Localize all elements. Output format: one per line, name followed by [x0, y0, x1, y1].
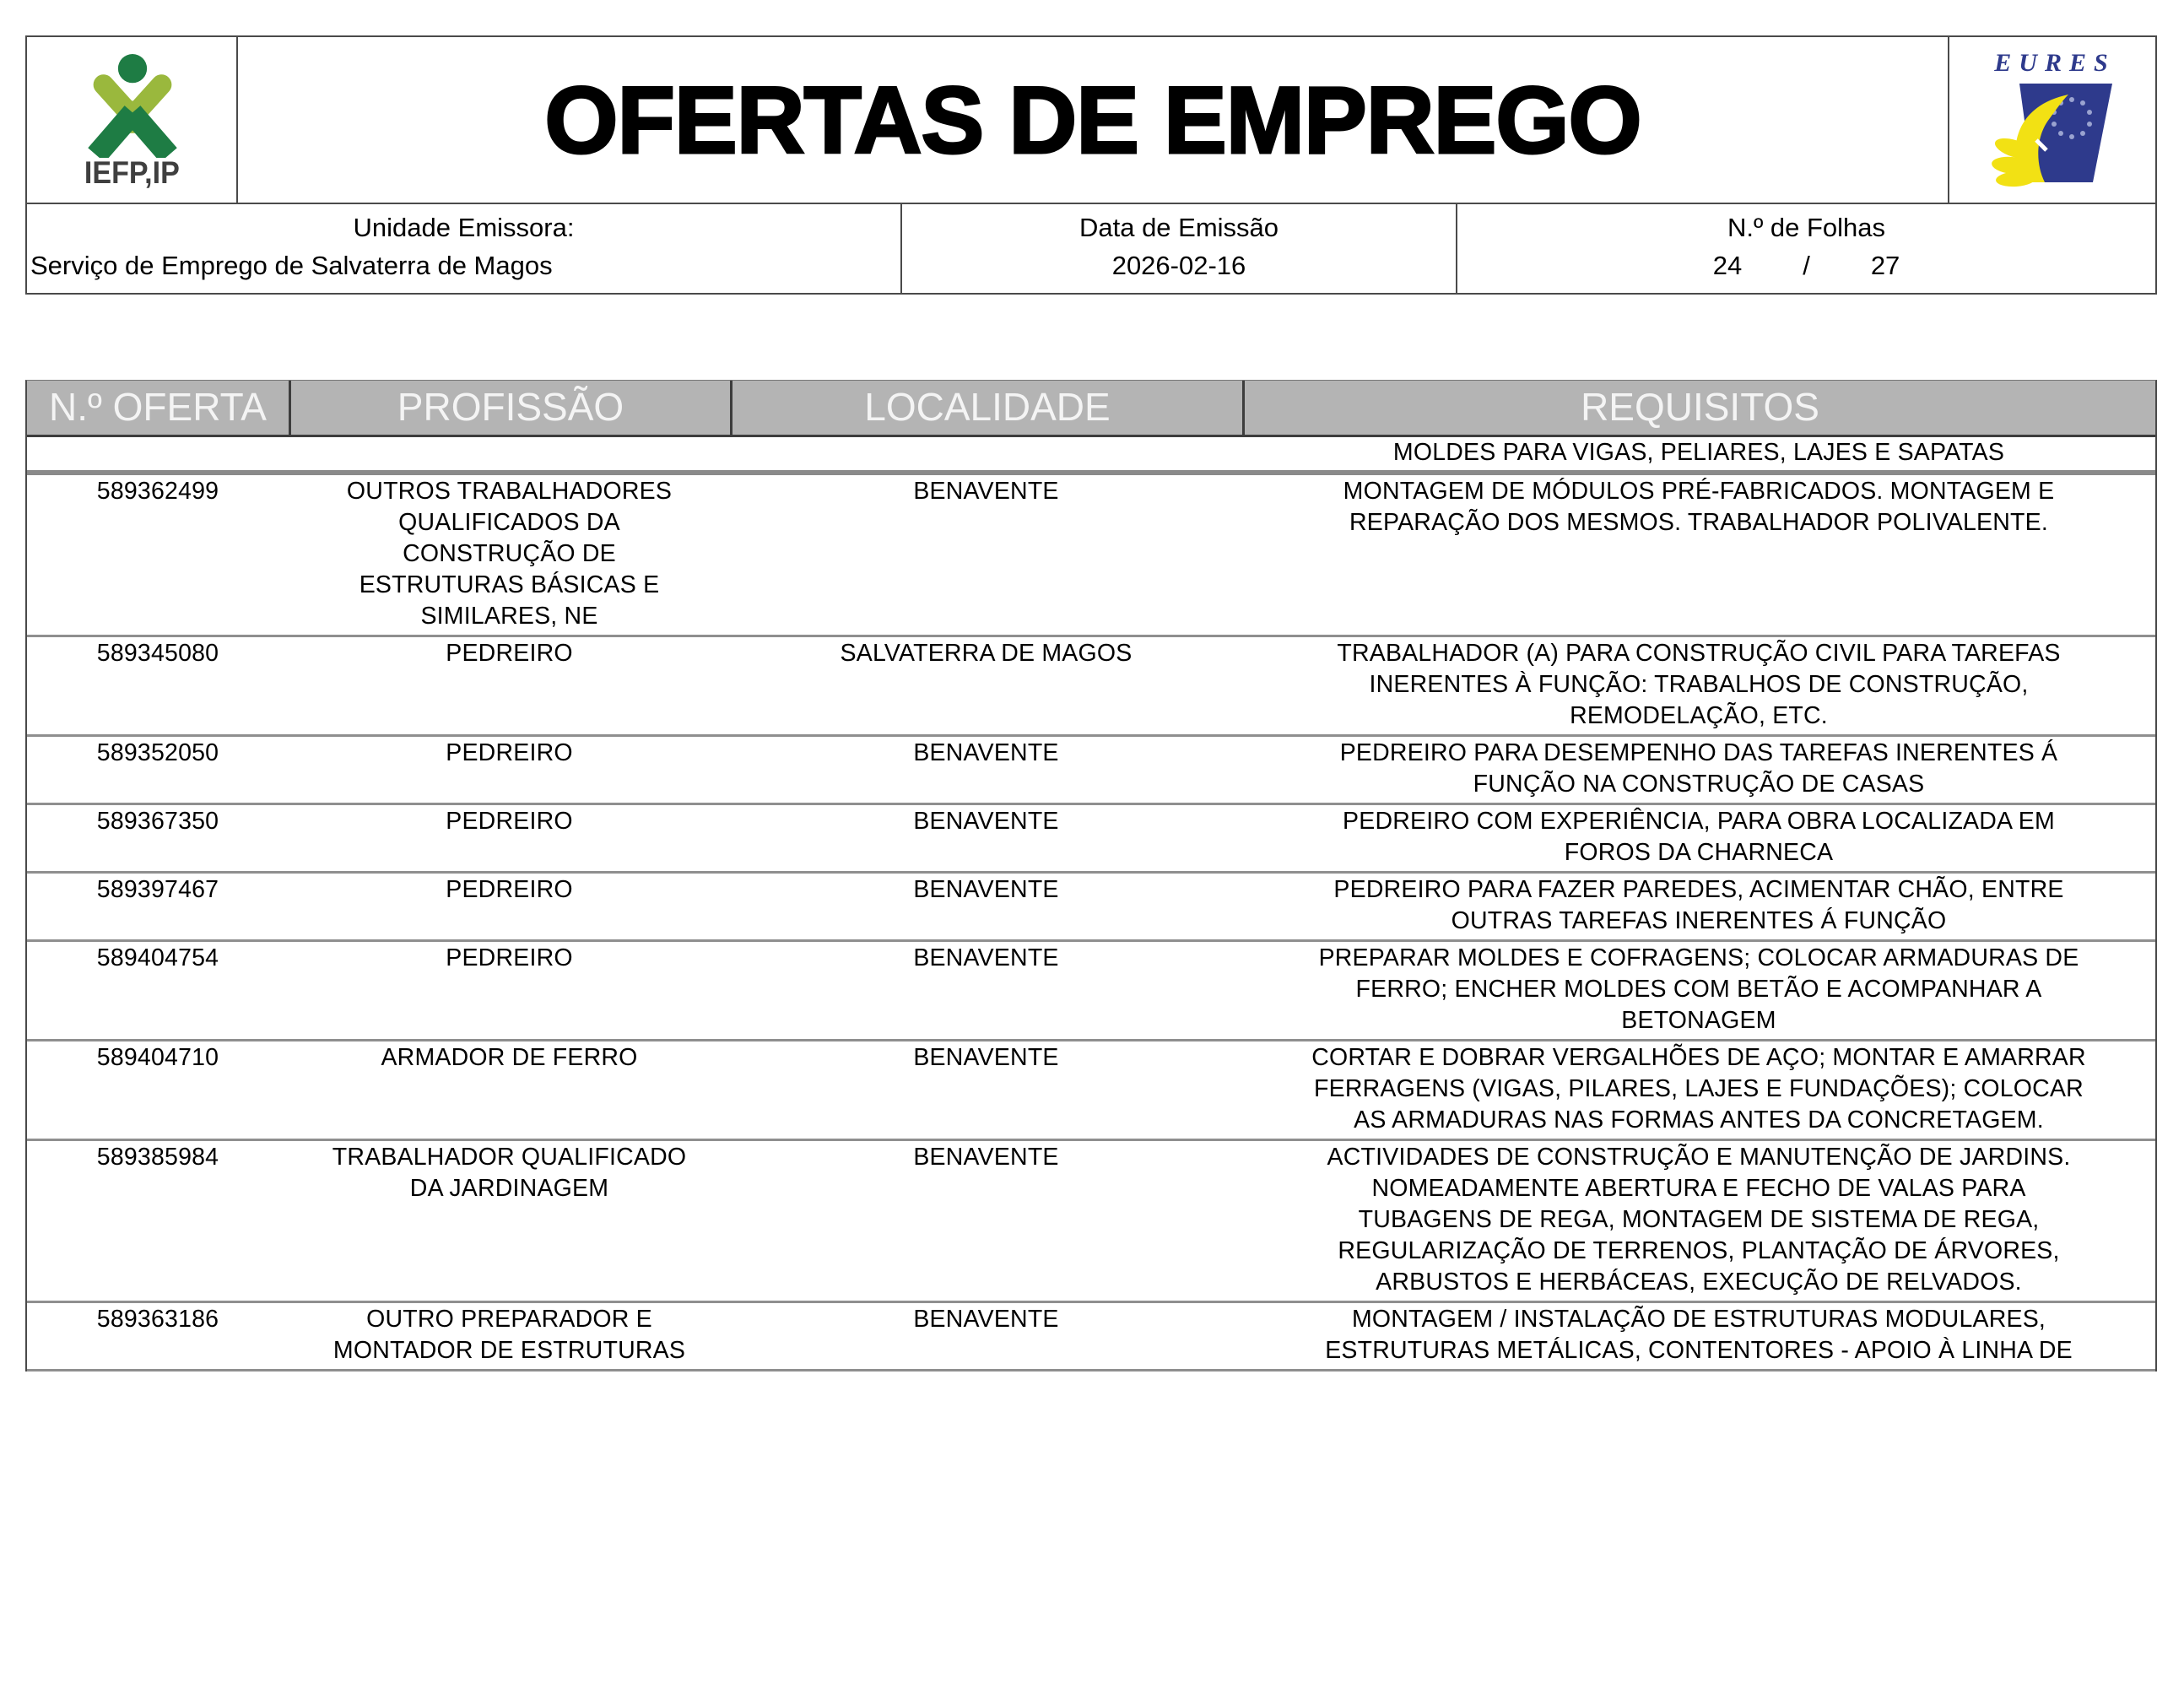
eures-logo-icon	[1981, 46, 2124, 195]
cell-profissao: ARMADOR DE FERRO	[381, 1044, 638, 1071]
cell-requisitos	[1242, 1042, 2155, 1136]
table-row	[27, 1141, 2155, 1303]
cell-oferta: 589385984	[96, 1144, 219, 1171]
sheets-value	[1457, 246, 2155, 284]
cell-line: TRABALHADOR QUALIFICADO	[332, 1144, 687, 1171]
cell-oferta: 589363186	[96, 1306, 219, 1333]
cell-requisitos	[1242, 806, 2155, 868]
cell-requisitos	[1242, 1142, 2155, 1298]
table-row	[27, 1041, 2155, 1141]
cell-line: MONTAGEM DE MÓDULOS PRÉ-FABRICADOS. MONTAGEM E	[1343, 478, 2055, 505]
issue-date-cell	[900, 204, 1457, 293]
document-header	[25, 35, 2157, 295]
cell-line: FERRO; ENCHER MOLDES COM BETÃO E ACOMPANHAR A	[1355, 976, 2042, 1003]
svg-text:EURES: EURES	[1994, 48, 2116, 77]
issuing-unit-cell	[27, 204, 900, 293]
cell-oferta: 589404710	[96, 1044, 219, 1071]
cell-requisitos	[1242, 638, 2155, 732]
cell-line: TRABALHADOR (A) PARA CONSTRUÇÃO CIVIL PARA TAREFAS	[1337, 640, 2061, 667]
header-info-row	[27, 203, 2155, 293]
cell-profissao: PEDREIRO	[446, 944, 573, 971]
cell-requisitos	[1242, 1304, 2155, 1366]
cell-line: ACTIVIDADES DE CONSTRUÇÃO E MANUTENÇÃO DE JARDINS.	[1327, 1144, 2071, 1171]
table-row	[27, 942, 2155, 1041]
cell-localidade: BENAVENTE	[913, 944, 1059, 971]
table-row	[27, 805, 2155, 874]
cell-oferta: 589345080	[96, 640, 219, 667]
cell-line: FERRAGENS (VIGAS, PILARES, LAJES E FUNDAÇÕES); COLOCAR	[1314, 1075, 2084, 1102]
cell-oferta: 589362499	[96, 478, 219, 505]
table-row	[27, 1303, 2155, 1372]
cell-oferta: 589367350	[96, 808, 219, 835]
cell-line: DA JARDINAGEM	[409, 1175, 609, 1202]
cell-line: REMODELAÇÃO, ETC.	[1570, 702, 1828, 729]
cell-line: ARBUSTOS E HERBÁCEAS, EXECUÇÃO DE RELVADOS.	[1376, 1269, 2022, 1296]
cell-line: AS ARMADURAS NAS FORMAS ANTES DA CONCRETAGEM.	[1354, 1106, 2044, 1133]
cell-line: ESTRUTURAS BÁSICAS E	[359, 571, 660, 598]
cell-profissao: PEDREIRO	[446, 640, 573, 667]
cell-line: PEDREIRO PARA FAZER PAREDES, ACIMENTAR CHÃO, ENTRE	[1333, 876, 2064, 903]
cell-line: FUNÇÃO NA CONSTRUÇÃO DE CASAS	[1473, 771, 1925, 798]
table-row	[27, 437, 2155, 475]
cell-line: ESTRUTURAS METÁLICAS, CONTENTORES - APOIO À LINHA DE	[1325, 1337, 2073, 1364]
column-header-profissao: PROFISSÃO	[289, 381, 730, 435]
table-row	[27, 637, 2155, 737]
cell-line: TUBAGENS DE REGA, MONTAGEM DE SISTEMA DE REGA,	[1358, 1206, 2040, 1233]
table-row	[27, 737, 2155, 805]
issuing-unit-label: Unidade Emissora:	[353, 213, 575, 242]
issue-date-label: Data de Emissão	[1078, 213, 1279, 242]
cell-profissao: PEDREIRO	[446, 808, 573, 835]
cell-localidade: BENAVENTE	[913, 1306, 1059, 1333]
cell-requisitos	[1242, 738, 2155, 800]
cell-line: OUTRO PREPARADOR E	[366, 1306, 652, 1333]
issuing-unit-value: Serviço de Emprego de Salvaterra de Magos	[30, 251, 553, 280]
cell-line: NOMEADAMENTE ABERTURA E FECHO DE VALAS PARA	[1371, 1175, 2026, 1202]
cell-line: CONSTRUÇÃO DE	[403, 540, 616, 567]
header-top-row	[27, 37, 2155, 203]
page-title: OFERTAS DE EMPREGO	[544, 67, 1641, 173]
cell-line: QUALIFICADOS DA	[398, 509, 620, 536]
cell-line: FOROS DA CHARNECA	[1564, 839, 1834, 866]
cell-line: REPARAÇÃO DOS MESMOS. TRABALHADOR POLIVALENTE.	[1349, 509, 2048, 536]
cell-localidade: BENAVENTE	[913, 478, 1059, 505]
cell-line: OUTROS TRABALHADORES	[346, 478, 673, 505]
iefp-logo-cell	[27, 37, 238, 203]
table-header-row	[27, 381, 2155, 437]
cell-profissao	[289, 476, 730, 632]
cell-requisitos	[1242, 943, 2155, 1036]
jobs-table	[25, 380, 2157, 1372]
cell-localidade: BENAVENTE	[913, 876, 1059, 903]
cell-localidade: BENAVENTE	[913, 739, 1059, 766]
cell-line: SIMILARES, NE	[420, 603, 598, 630]
cell-line: MONTAGEM / INSTALAÇÃO DE ESTRUTURAS MODULARES,	[1351, 1306, 2046, 1333]
iefp-logo-icon	[68, 51, 196, 162]
sheet-separator: /	[1803, 251, 1810, 280]
table-body	[27, 437, 2155, 1372]
table-row	[27, 475, 2155, 637]
cell-line: BETONAGEM	[1621, 1007, 1776, 1034]
cell-oferta	[27, 437, 289, 468]
cell-requisitos	[1242, 476, 2155, 632]
cell-line: MOLDES PARA VIGAS, PELIARES, LAJES E SAPATAS	[1392, 439, 2005, 466]
cell-localidade	[730, 437, 1242, 468]
table-row	[27, 874, 2155, 942]
cell-localidade: BENAVENTE	[913, 808, 1059, 835]
cell-line: PEDREIRO COM EXPERIÊNCIA, PARA OBRA LOCALIZADA EM	[1343, 808, 2055, 835]
column-header-requisitos: REQUISITOS	[1242, 381, 2155, 435]
sheet-current: 24	[1712, 251, 1743, 280]
cell-oferta: 589404754	[96, 944, 219, 971]
issue-date-value: 2026-02-16	[1111, 251, 1246, 280]
sheets-cell	[1457, 204, 2155, 293]
cell-line: CORTAR E DOBRAR VERGALHÕES DE AÇO; MONTAR E AMARRAR	[1311, 1044, 2086, 1071]
cell-localidade: SALVATERRA DE MAGOS	[840, 640, 1133, 667]
cell-line: MONTADOR DE ESTRUTURAS	[332, 1337, 686, 1364]
column-header-localidade: LOCALIDADE	[730, 381, 1242, 435]
cell-profissao: PEDREIRO	[446, 739, 573, 766]
sheets-label: N.º de Folhas	[1727, 213, 1886, 242]
cell-localidade: BENAVENTE	[913, 1044, 1059, 1071]
cell-localidade: BENAVENTE	[913, 1144, 1059, 1171]
cell-line: PEDREIRO PARA DESEMPENHO DAS TAREFAS INERENTES Á	[1339, 739, 2058, 766]
cell-line: PREPARAR MOLDES E COFRAGENS; COLOCAR ARMADURAS DE	[1318, 944, 2079, 971]
cell-line: REGULARIZAÇÃO DE TERRENOS, PLANTAÇÃO DE ÁRVORES,	[1338, 1237, 2060, 1264]
cell-profissao: PEDREIRO	[446, 876, 573, 903]
cell-line: INERENTES À FUNÇÃO: TRABALHOS DE CONSTRUÇÃO,	[1369, 671, 2029, 698]
cell-line: OUTRAS TAREFAS INERENTES Á FUNÇÃO	[1451, 907, 1947, 934]
column-header-oferta: N.º OFERTA	[49, 385, 267, 429]
cell-oferta: 589352050	[96, 739, 219, 766]
cell-oferta: 589397467	[96, 876, 219, 903]
cell-profissao	[289, 1304, 730, 1366]
cell-requisitos	[1242, 437, 2155, 468]
iefp-logo-label: IEFP,IP	[84, 154, 180, 190]
eures-logo-cell	[1948, 37, 2155, 203]
cell-profissao	[289, 1142, 730, 1298]
cell-requisitos	[1242, 874, 2155, 937]
sheet-total: 27	[1870, 251, 1900, 280]
title-cell	[238, 37, 1948, 203]
cell-profissao	[289, 437, 730, 468]
